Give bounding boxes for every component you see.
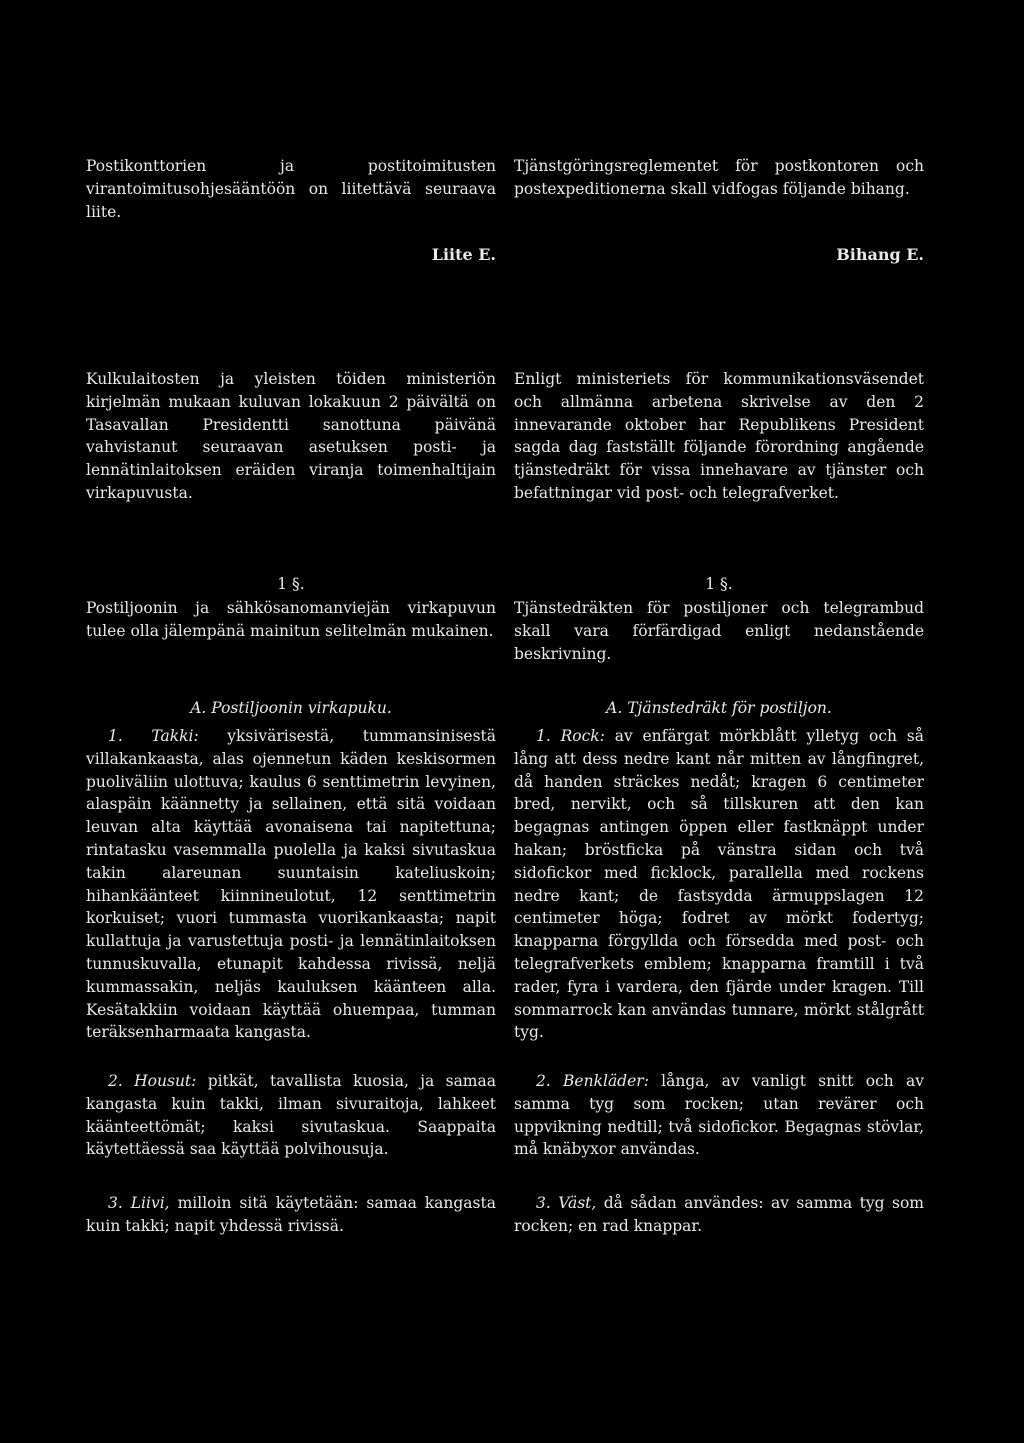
- right-appendix-label: Bihang E.: [836, 245, 924, 264]
- right-item-1: 1. Rock: av enfärgat mörkblått ylletyg och så lång att dess nedre kant når mitten av långfingret, då handen sträckes nedåt; kragen 6 centimeter bred, nervikt, och så tillskuren att den kan begagnas antingen öppen eller fastknäppt under hakan; bröstficka på vänstra sidan och två sidofickor med ficklock, parallella med rockens nedre kant; de fastsydda ärmuppslagen 12 centimeter höga; fodret av mörkt fodertyg; knapparna förgyllda och försedda med post- och telegrafverkets emblem; knapparna framtill i två rader, fyra i vardera, den fjärde under kragen. Till sommarrock kan användas tunnare, mörkt stålgrått tyg.: [514, 727, 924, 1042]
- left-item-3: 3. Liivi, milloin sitä käytetään: samaa kangasta kuin takki; napit yhdessä rivissä.: [86, 1194, 496, 1235]
- right-item-3: 3. Väst, då sådan användes: av samma tyg som rocken; en rad knappar.: [514, 1194, 924, 1235]
- right-header: Tjänstgöringsreglementet för postkontoren och postexpeditionerna skall vidfogas följande bihang.: [514, 157, 924, 198]
- left-header: Postikonttorien ja postitoimitusten virantoimitusohjesääntöön on liitettävä seuraava liite.: [86, 157, 496, 221]
- left-section-text: Postiljoonin ja sähkösanomanviejän virkapuvun tulee olla jälempänä mainitun selitelmän mukainen.: [86, 599, 496, 640]
- right-section-mark: 1 §.: [705, 575, 733, 593]
- right-item-2: 2. Benkläder: långa, av vanligt snitt och av samma tyg som rocken; utan revärer och uppvikning nedtill; två sidofickor. Begagnas stövlar, må knäbyxor användas.: [514, 1072, 924, 1159]
- left-appendix-label: Liite E.: [431, 245, 496, 264]
- left-intro: Kulkulaitosten ja yleisten töiden ministeriön kirjelmän mukaan kuluvan lokakuun 2 päivältä on Tasavallan Presidentti sanottuna päivänä vahvistanut seuraavan asetuksen posti- ja lennätinlaitoksen eräiden viranja toimenhaltijain virkapuvusta.: [86, 370, 496, 502]
- right-intro: Enligt ministeriets för kommunikationsväsendet och allmänna arbetena skrivelse av den 2 innevarande oktober har Republikens President sagda dag fastställt följande förordning angående tjänstedräkt för vissa innehavare av tjänster och befattningar vid post- och telegrafverket.: [514, 370, 924, 502]
- right-subheading: A. Tjänstedräkt för postiljon.: [606, 699, 832, 717]
- left-subheading: A. Postiljoonin virkapuku.: [190, 699, 392, 717]
- left-item-1: 1. Takki: yksivärisestä, tummansinisestä villakankaasta, alas ojennetun käden keskisormen puoliväliin ulottuva; kaulus 6 senttimetrin levyinen, alaspäin käännetty ja sellainen, että sitä voidaan leuvan alta käyttää avonaisena tai napitettuna; rintatasku vasemmalla puolella ja kaksi sivutaskua takin alareunan suuntaisin kateliuskoin; hihankäänteet kiinnineulotut, 12 senttimetrin korkuiset; vuori tummasta vuorikankaasta; napit kullattuja ja varustettuja posti- ja lennätinlaitoksen tunnuskuvalla, etunapit kahdessa rivissä, neljä kummassakin, neljäs kauluksen käänteen alla. Kesätakkiin voidaan käyttää ohuempaa, tumman teräksenharmaata kangasta.: [86, 727, 496, 1042]
- left-item-2: 2. Housut: pitkät, tavallista kuosia, ja samaa kangasta kuin takki, ilman sivuraitoja, lahkeet käänteettömät; kaksi sivutaskua. Saappaita käytettäessä saa käyttää polvihousuja.: [86, 1072, 496, 1159]
- left-section-mark: 1 §.: [277, 575, 305, 593]
- right-section-text: Tjänstedräkten för postiljoner och telegrambud skall vara förfärdigad enligt nedanstående beskrivning.: [514, 599, 924, 663]
